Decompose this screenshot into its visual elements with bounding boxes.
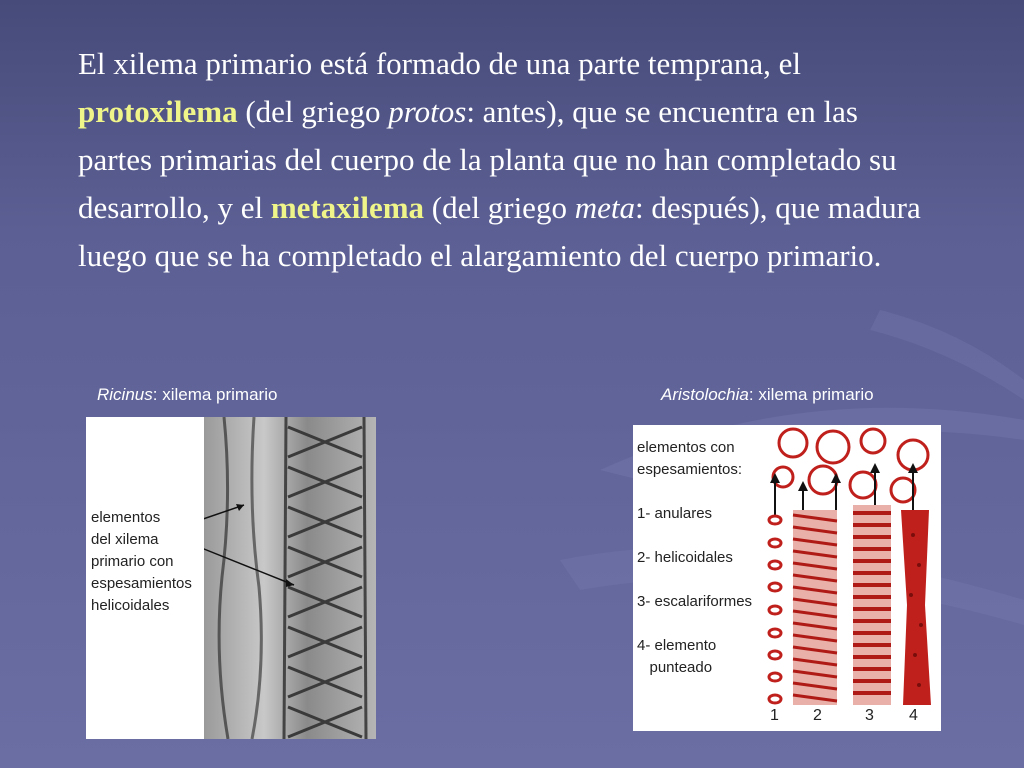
element-number: 1 <box>770 707 779 724</box>
label-line: helicoidales <box>91 597 170 614</box>
legend-line: 2- helicoidales <box>637 549 733 566</box>
ricinus-micrograph <box>86 417 376 739</box>
legend-line: 1- anulares <box>637 505 713 522</box>
caption-species: Aristolochia <box>661 385 749 404</box>
micrograph-label <box>91 507 209 617</box>
keyword-metaxilema: metaxilema <box>270 190 425 225</box>
legend-label <box>637 437 752 679</box>
body-paragraph <box>78 40 928 280</box>
label-line: del xilema <box>91 531 159 548</box>
legend-line: 3- escalariformes <box>637 593 753 610</box>
caption-aristolochia <box>661 385 874 405</box>
text-run: (del griego <box>424 190 575 225</box>
caption-text: : xilema primario <box>748 385 874 404</box>
legend-line: 4- elemento <box>637 637 717 654</box>
legend-line <box>637 613 752 635</box>
legend-line <box>637 525 752 547</box>
legend-line <box>637 481 752 503</box>
text-run: (del griego <box>237 94 389 129</box>
legend-line <box>637 569 752 591</box>
element-number: 4 <box>909 707 918 724</box>
keyword-protoxilema: protoxilema <box>78 94 238 129</box>
label-line: primario con <box>91 553 174 570</box>
micrograph-image <box>204 417 376 739</box>
caption-ricinus <box>97 385 277 405</box>
caption-species: Ricinus <box>97 385 153 404</box>
legend-line: espesamientos: <box>637 461 743 478</box>
label-line: elementos <box>91 509 161 526</box>
text-run: El xilema primario está formado de una parte temprana, el <box>78 46 802 81</box>
label-line: espesamientos <box>91 575 192 592</box>
element-number: 3 <box>865 707 874 724</box>
legend-line: punteado <box>637 659 713 676</box>
element-number: 2 <box>813 707 822 724</box>
term-meta: meta <box>574 190 635 225</box>
text-run: : después), que madura luego que se ha completado el alargamiento del cuerpo primario. <box>78 190 921 273</box>
aristolochia-drawing <box>633 425 941 731</box>
text-run: : antes), que se encuentra en las partes primarias del cuerpo de la planta que no han completado su desarrollo, y el <box>78 94 897 225</box>
caption-text: : xilema primario <box>152 385 278 404</box>
term-protos: protos <box>388 94 467 129</box>
legend-line: elementos con <box>637 439 735 456</box>
